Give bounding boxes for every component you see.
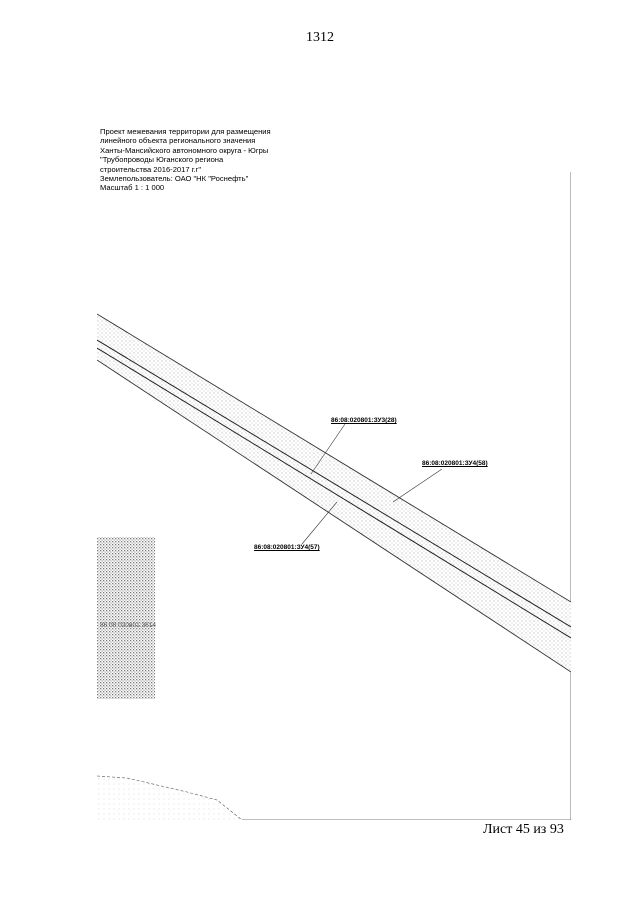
- parcel-label-zu3-28: 86:08:020801:ЗУ3(28): [331, 417, 397, 424]
- legend-line: Проект межевания территории для размещения: [100, 127, 271, 136]
- sheet-number: Лист 45 из 93: [483, 822, 564, 837]
- page-number: 1312: [306, 30, 334, 45]
- plot-label: 86:08:020801:3614: [100, 622, 157, 629]
- parcel-label-zu4-58: 86:08:020801:ЗУ4(58): [422, 460, 488, 467]
- leader-zu4-58: [393, 469, 442, 502]
- legend-line: Масштаб 1 : 1 000: [100, 183, 165, 193]
- parcel-label-zu4-57: 86:08:020801:ЗУ4(57): [254, 544, 320, 551]
- corridor-edge-top: [97, 314, 571, 602]
- legend-line: Ханты-Мансийского автономного округа - Югры: [100, 145, 269, 155]
- map-svg: [97, 172, 571, 820]
- map-canvas: [97, 172, 571, 820]
- pipeline-line-1: [97, 340, 571, 627]
- legend-line: линейного объекта регионального значения: [100, 136, 256, 146]
- pipeline-line-2: [97, 348, 571, 638]
- legend-line: Землепользователь: ОАО "НК "Роснефть": [100, 174, 249, 184]
- legend-line: "Трубопроводы Юганского региона: [100, 155, 224, 165]
- corridor-edge-bottom: [97, 360, 571, 672]
- leader-zu4-57: [302, 502, 337, 544]
- legend-line: строительства 2016-2017 г.г": [100, 164, 202, 174]
- land-plot-area: [97, 537, 155, 699]
- bottom-area: [97, 776, 242, 820]
